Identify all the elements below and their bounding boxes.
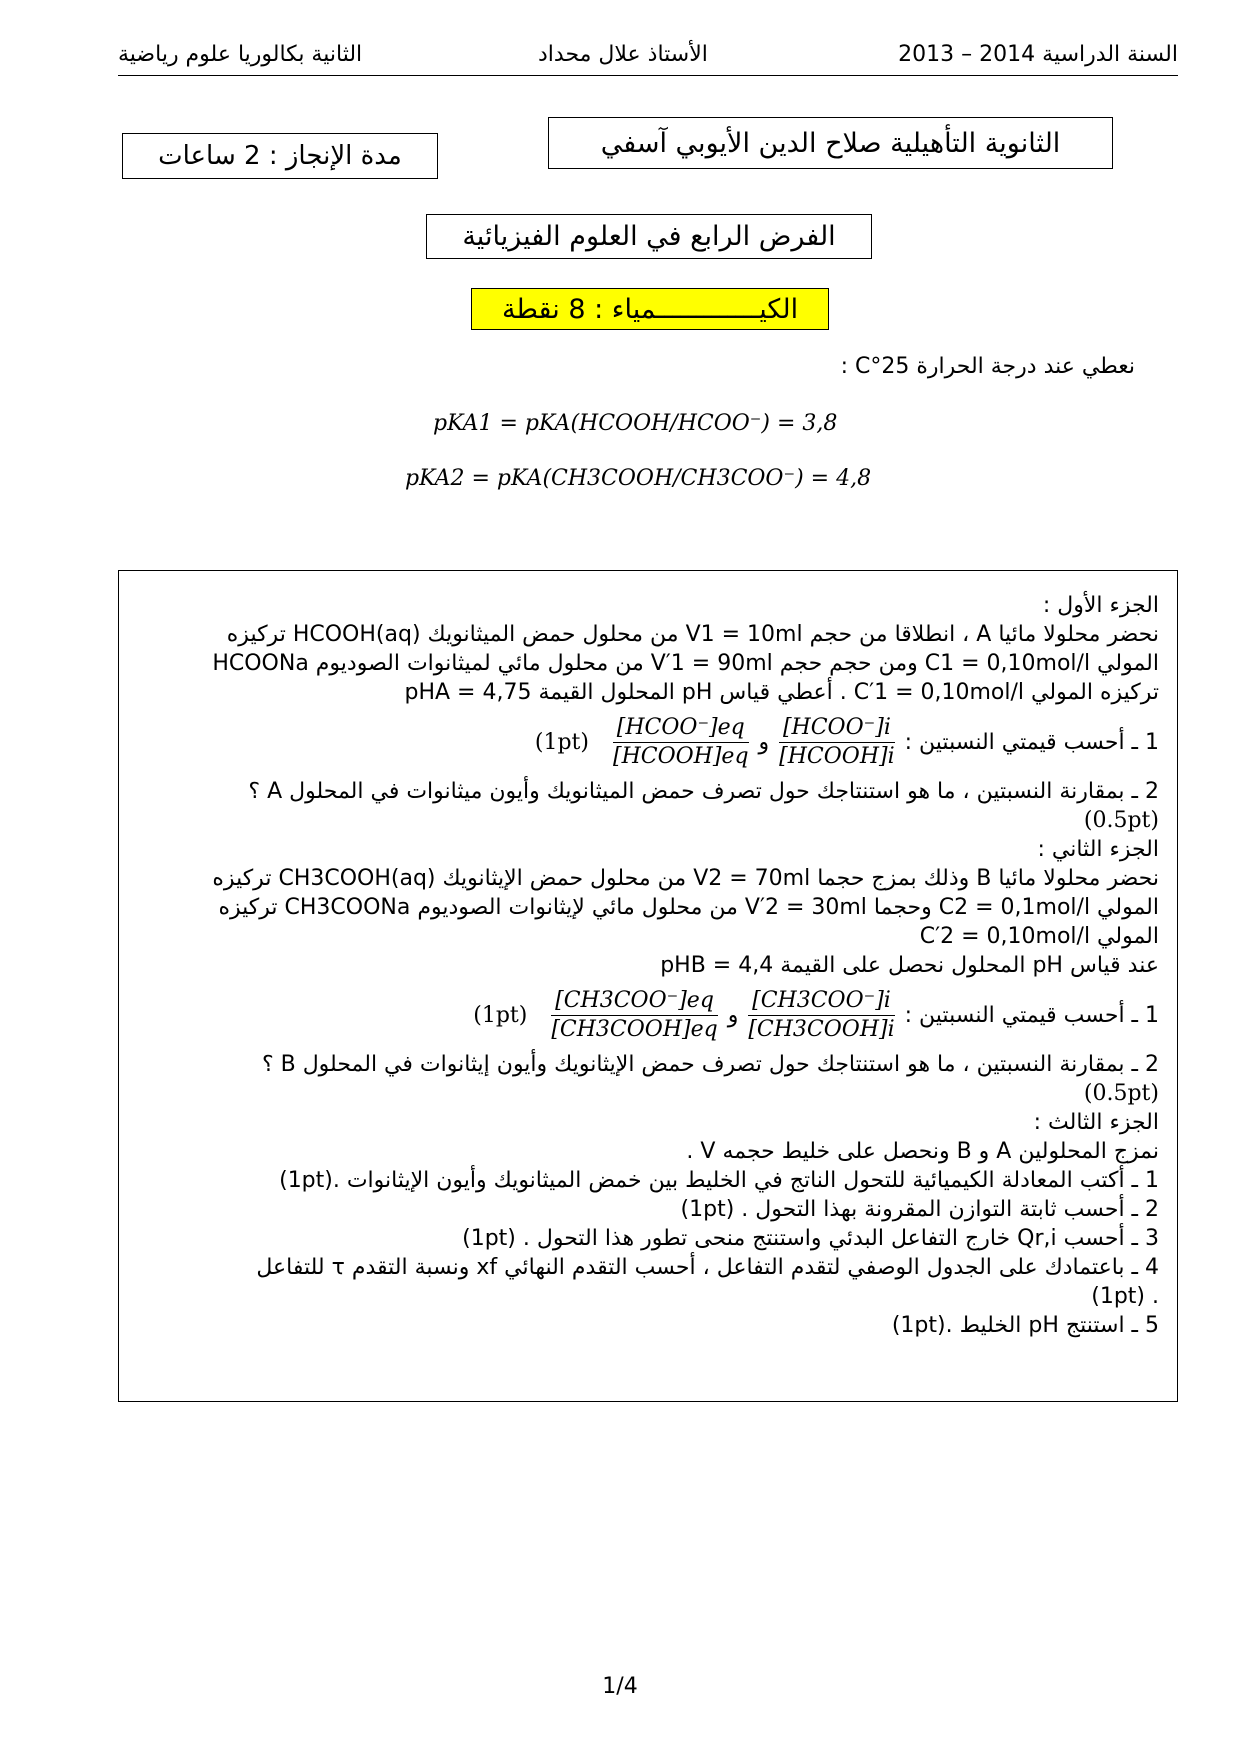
- part2-line3: المولي C′2 = 0,10mol/l: [919, 924, 1159, 949]
- ratio-initial-numerator: [CH3COO⁻]i: [748, 987, 895, 1016]
- ratio-initial: [775, 714, 898, 771]
- part3-intro: نمزج المحلولين A و B ونحصل على خليط حجمه V .: [686, 1139, 1159, 1164]
- exercise-frame: [118, 570, 1178, 1402]
- part2-question2: 2 ـ بمقارنة النسبتين ، ما هو استنتاجك حول تصرف حمض الإيثانويك وأيون إيثانوات في المحلول B ؟: [261, 1052, 1159, 1077]
- ratio-initial-denominator: [HCOOH]i: [779, 743, 895, 769]
- points: (1pt): [534, 729, 589, 755]
- part1-question1: [139, 707, 1159, 777]
- given-data-intro: نعطي عند درجة الحرارة 25°C :: [840, 354, 1135, 379]
- part2-title: الجزء الثاني :: [1037, 837, 1159, 862]
- ratio-equilibrium: [547, 987, 721, 1044]
- page-header: [118, 40, 1178, 76]
- pka1-formula: pKA1 = pKA(HCOOH/HCOO⁻) = 3,8: [433, 411, 838, 436]
- points: . (1pt): [1091, 1284, 1159, 1309]
- points: (0.5pt): [1083, 1081, 1159, 1106]
- part1-line2: المولي C1 = 0,10mol/l ومن حجم حجم V′1 = 90ml من محلول مائي لميثانوات الصوديوم HCOONa: [212, 651, 1159, 676]
- part3-question3: 3 ـ أحسب Qr,i خارج التفاعل البدئي واستنتج منحى تطور هذا التحول . (1pt): [462, 1226, 1159, 1251]
- points: (0.5pt): [1083, 808, 1159, 833]
- teacher-name: الأستاذ علال محداد: [538, 42, 708, 67]
- ratio-eq-numerator: [HCOO⁻]eq: [613, 714, 749, 743]
- class-level: الثانية بكالوريا علوم رياضية: [118, 42, 363, 67]
- points: (1pt): [473, 1002, 528, 1028]
- part2-line2: المولي C2 = 0,1mol/l وحجما V′2 = 30ml من محلول مائي لإيثانوات الصوديوم CH3COONa تركيزه: [218, 895, 1159, 920]
- chemistry-title: الكيـــــــــــــمياء : 8 نقطة: [501, 293, 799, 325]
- part2-question1: [139, 980, 1159, 1050]
- duration-text: مدة الإنجاز : 2 ساعات: [158, 141, 402, 171]
- part1-question2: 2 ـ بمقارنة النسبتين ، ما هو استنتاجك حول تصرف حمض الميثانويك وأيون ميثانوات في المحلول A ؟: [248, 779, 1159, 804]
- part2-q1-label: 1 ـ أحسب قيمتي النسبتين :: [904, 1002, 1159, 1028]
- chemistry-title-box: [471, 288, 829, 330]
- test-title: الفرض الرابع في العلوم الفيزيائية: [462, 221, 836, 252]
- and-word: و: [727, 1002, 739, 1028]
- school-name: الثانوية التأهيلية صلاح الدين الأيوبي آسفي: [600, 127, 1061, 159]
- school-name-box: [548, 117, 1113, 169]
- pka2-formula: pKA2 = pKA(CH3COOH/CH3COO⁻) = 4,8: [405, 466, 872, 491]
- exercise-content: [139, 591, 1159, 1340]
- ratio-initial-numerator: [HCOO⁻]i: [779, 714, 895, 743]
- school-year: السنة الدراسية 2014 – 2013: [898, 42, 1178, 67]
- part3-question2: 2 ـ أحسب ثابتة التوازن المقرونة بهذا التحول . (1pt): [680, 1197, 1159, 1222]
- and-word: و: [758, 729, 770, 755]
- part1-title: الجزء الأول :: [1042, 593, 1159, 618]
- part1-q1-label: 1 ـ أحسب قيمتي النسبتين :: [904, 729, 1159, 755]
- ratio-initial: [744, 987, 898, 1044]
- duration-box: [122, 133, 438, 179]
- part3-question4: 4 ـ باعتمادك على الجدول الوصفي لتقدم التفاعل ، أحسب التقدم النهائي xf ونسبة التقدم τ للتفاعل: [256, 1255, 1159, 1280]
- part1-line1: نحضر محلولا مائيا A ، انطلاقا من حجم V1 = 10ml من محلول حمض الميثانويك HCOOH(aq) تركيزه: [226, 622, 1159, 647]
- part3-question5: 5 ـ استنتج pH الخليط .(1pt): [891, 1313, 1159, 1338]
- test-title-box: [426, 214, 872, 259]
- part2-line4: عند قياس pH المحلول نحصل على القيمة pHB = 4,4: [660, 953, 1159, 978]
- part2-line1: نحضر محلولا مائيا B وذلك بمزج حجما V2 = 70ml من محلول حمض الإيثانويك CH3COOH(aq) تركيزه: [212, 866, 1159, 891]
- ratio-eq-denominator: [CH3COOH]eq: [551, 1016, 718, 1042]
- part3-question1: 1 ـ أكتب المعادلة الكيميائية للتحول الناتج في الخليط بين خمض الميثانويك وأيون الإيثانوات .(1pt): [279, 1168, 1159, 1193]
- ratio-eq-numerator: [CH3COO⁻]eq: [551, 987, 718, 1016]
- part3-title: الجزء الثالث :: [1033, 1110, 1159, 1135]
- ratio-equilibrium: [609, 714, 753, 771]
- page-number: 1/4: [602, 1674, 638, 1699]
- part1-line3: تركيزه المولي C′1 = 0,10mol/l . أعطي قياس pH المحلول القيمة pHA = 4,75: [404, 680, 1159, 705]
- ratio-initial-denominator: [CH3COOH]i: [748, 1016, 895, 1042]
- ratio-eq-denominator: [HCOOH]eq: [612, 743, 749, 769]
